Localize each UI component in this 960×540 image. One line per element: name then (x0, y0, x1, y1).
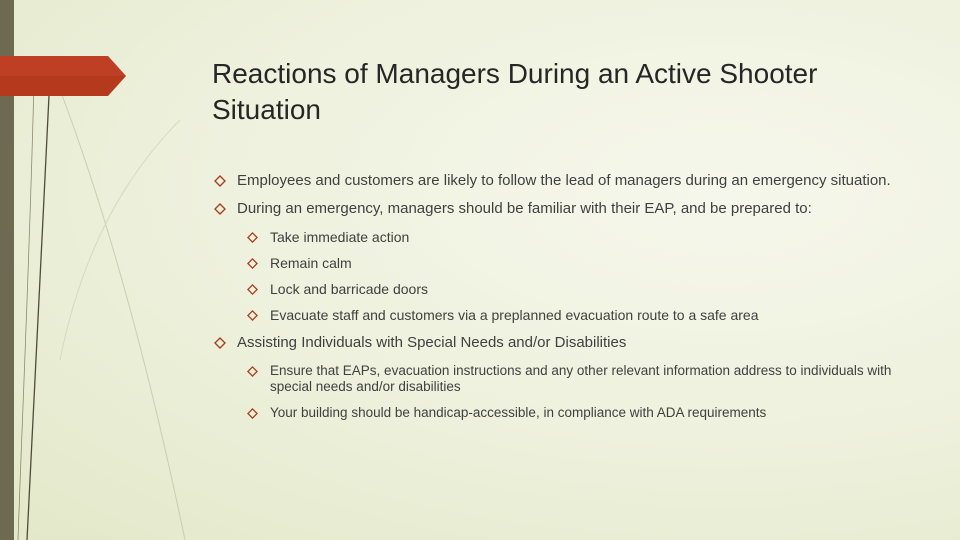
sub-bullet-item (247, 307, 924, 324)
sub-bullet-text: Your building should be handicap-accessible, in compliance with ADA requirements (270, 405, 767, 420)
sub-bullet-item (247, 281, 924, 298)
diamond-outline-icon (247, 229, 270, 243)
bullet-text: During an emergency, managers should be familiar with their EAP, and be prepared to: (237, 200, 812, 217)
bullet-item (214, 200, 924, 218)
sub-bullet-text: Take immediate action (270, 229, 410, 245)
diamond-outline-icon (214, 334, 237, 349)
diamond-outline-icon (247, 255, 270, 269)
bullet-item (214, 334, 924, 352)
sub-bullet-item (247, 255, 924, 272)
diamond-outline-icon (247, 281, 270, 295)
sub-bullet-item (247, 229, 924, 246)
diamond-outline-icon (214, 200, 237, 215)
slide-title: Reactions of Managers During an Active Shooter Situation (212, 58, 818, 125)
sub-bullet-item (247, 363, 924, 395)
sub-bullet-text: Ensure that EAPs, evacuation instructions and any other relevant information address to individuals with special needs and/or disabilities (270, 363, 892, 394)
bullet-text: Assisting Individuals with Special Needs and/or Disabilities (237, 334, 627, 351)
diamond-outline-icon (247, 405, 270, 419)
diamond-outline-icon (247, 307, 270, 321)
sub-bullet-text: Evacuate staff and customers via a preplanned evacuation route to a safe area (270, 307, 759, 323)
slide-content (214, 172, 924, 421)
sub-bullet-text: Remain calm (270, 255, 352, 271)
diamond-outline-icon (247, 363, 270, 377)
sub-bullet-item (247, 405, 924, 421)
bullet-text: Employees and customers are likely to follow the lead of managers during an emergency situation. (237, 172, 891, 189)
bullet-item (214, 172, 924, 190)
accent-arrow-tab (0, 56, 126, 96)
diamond-outline-icon (214, 172, 237, 187)
sub-bullet-text: Lock and barricade doors (270, 281, 428, 297)
